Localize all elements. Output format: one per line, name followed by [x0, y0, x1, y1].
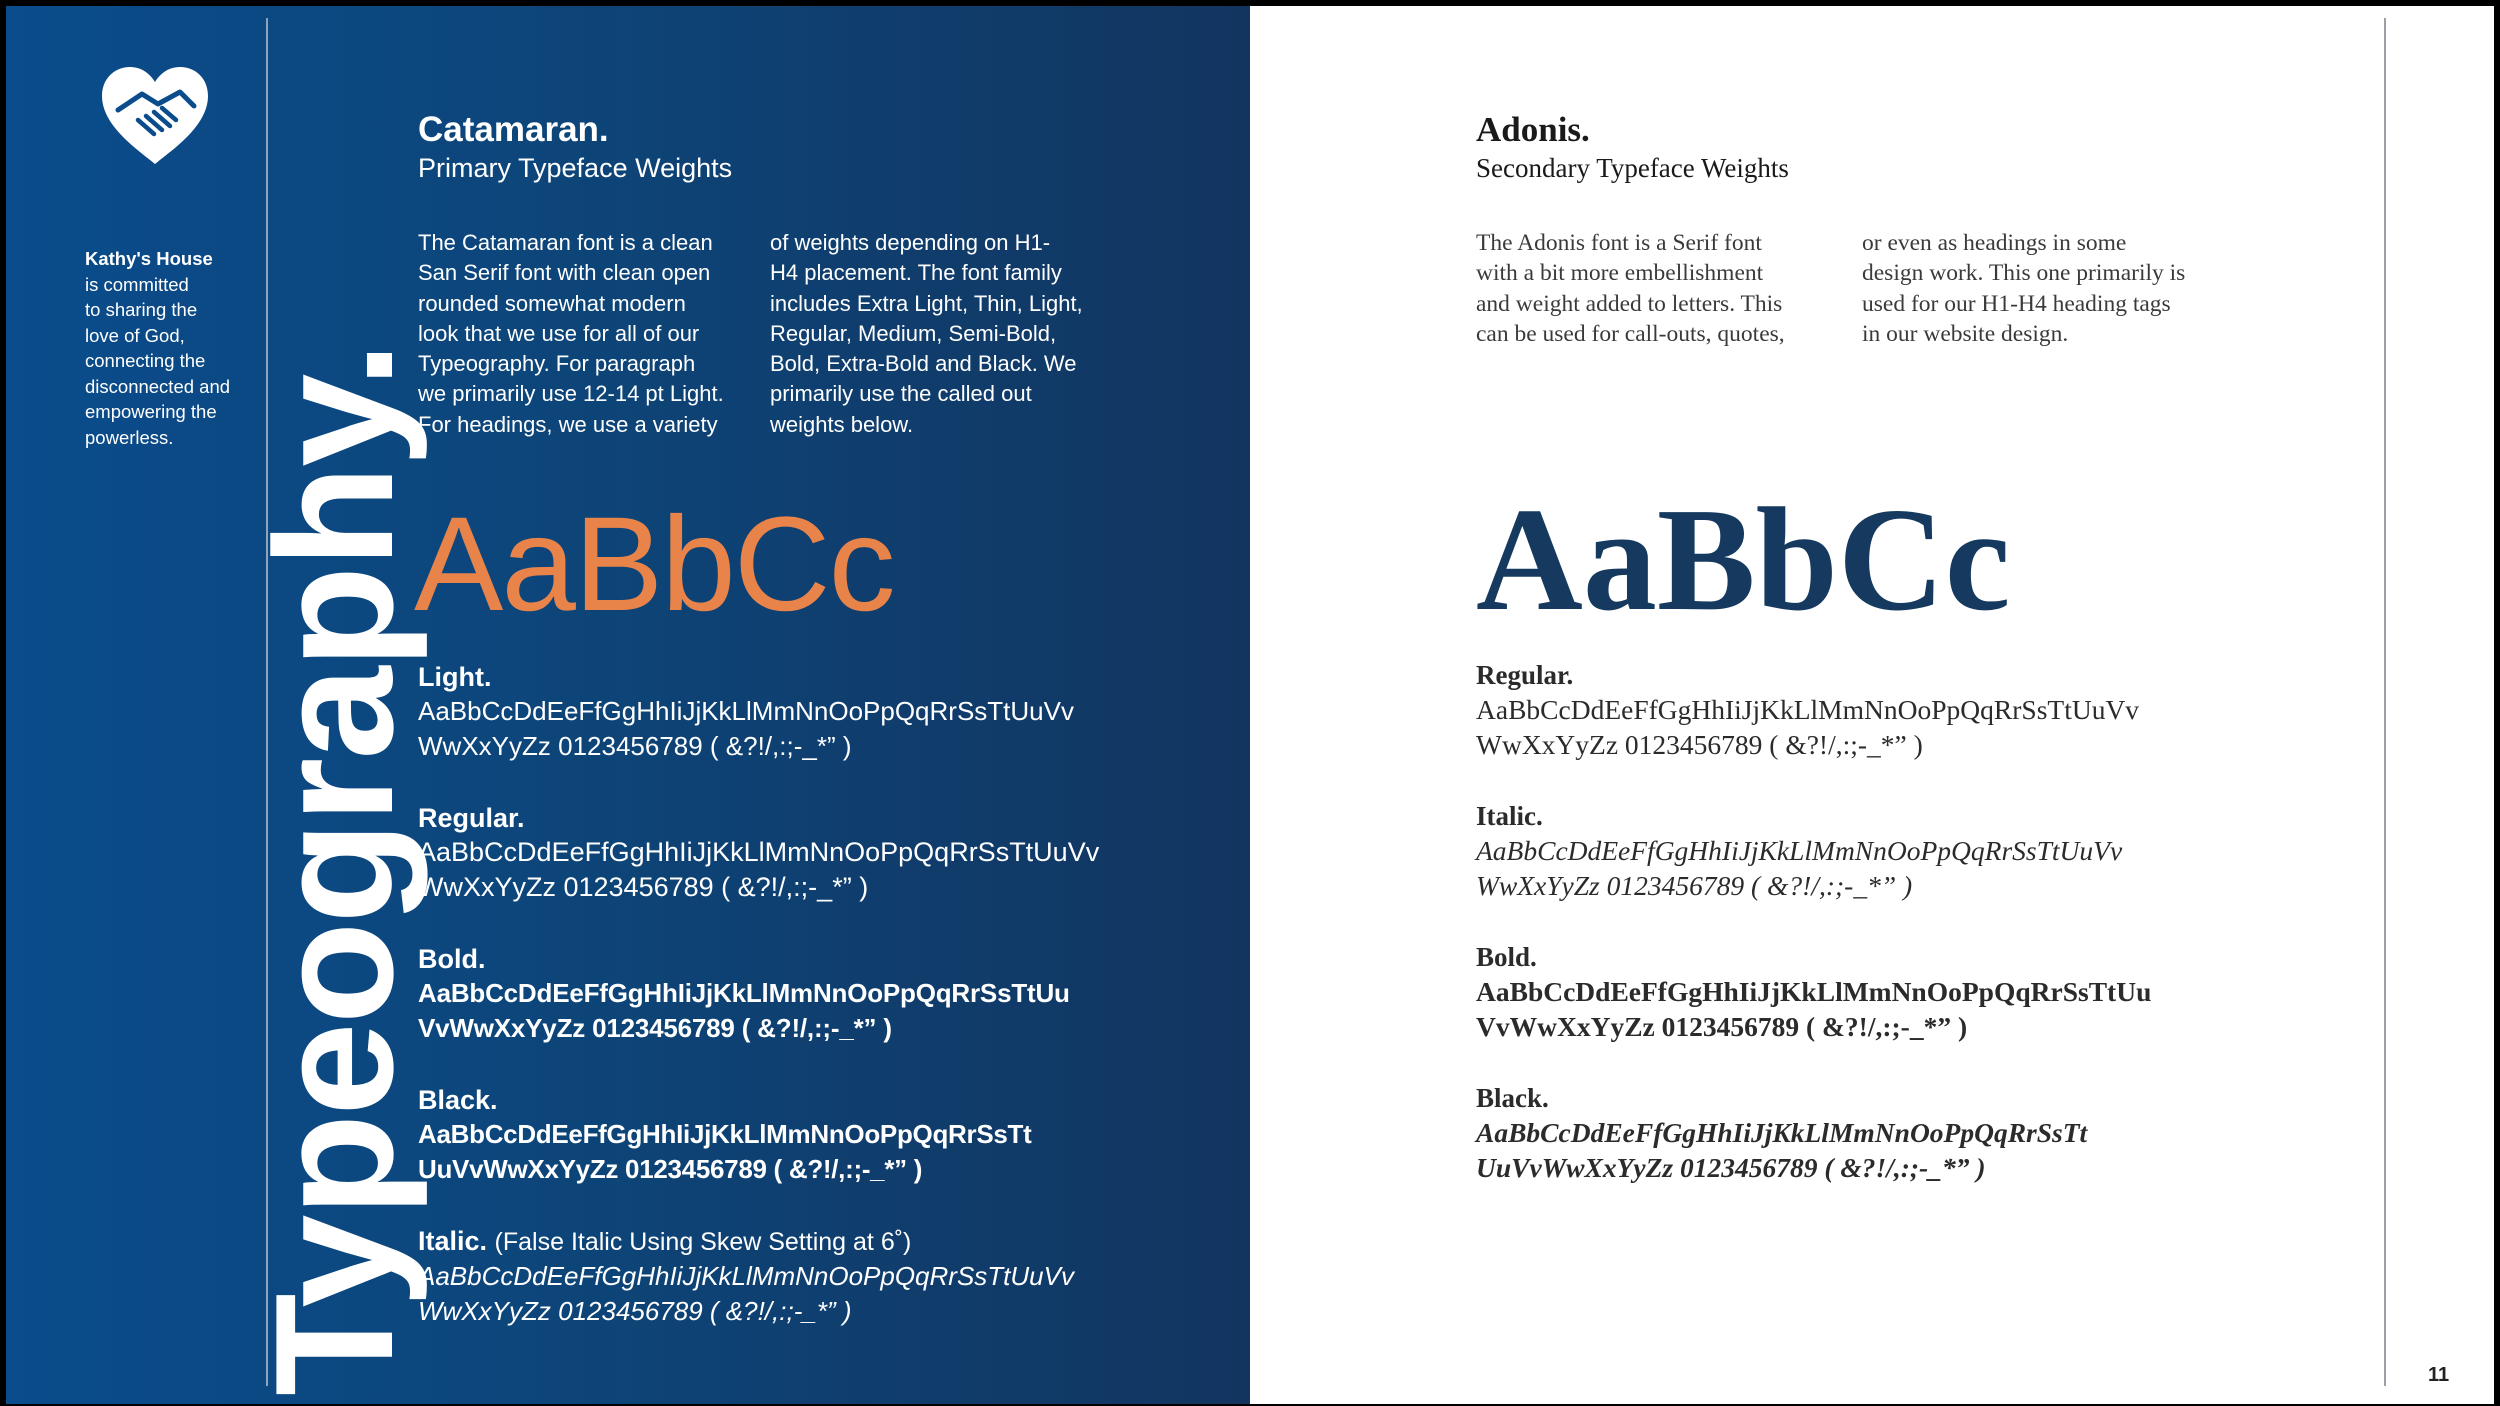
body-line: Bold, Extra-Bold and Black. We	[770, 351, 1077, 377]
primary-weight-italic	[418, 1224, 1238, 1329]
primary-weight-black	[418, 1083, 1238, 1187]
secondary-sample-glyphs: AaBbCc	[1476, 478, 2011, 642]
body-line: The Adonis font is a Serif font	[1476, 230, 1762, 256]
weight-sample-line: WwXxYyZz 0123456789 ( &?!/,:;-_*” )	[1476, 729, 1923, 760]
weight-label: Bold.	[418, 944, 486, 974]
primary-weight-light	[418, 660, 1238, 764]
secondary-weight-bold	[1476, 940, 2296, 1044]
primary-description-col2	[770, 228, 1130, 440]
brand-guide-page	[6, 6, 2494, 1404]
heart-handshake-icon	[98, 64, 212, 168]
body-line: For headings, we use a variety	[418, 411, 718, 437]
mission-line: to sharing the	[85, 299, 198, 320]
body-line: weights below.	[770, 411, 914, 437]
weight-label: Black.	[1476, 1083, 1549, 1113]
primary-typeface-panel	[6, 6, 1250, 1404]
weight-sample-line: UuVvWwXxYyZz 0123456789 ( &?!/,:;-_*” )	[418, 1154, 923, 1184]
weight-sample-line: AaBbCcDdEeFfGgHhIiJjKkLlMmNnOoPpQqRrSsTt	[418, 1119, 1032, 1149]
body-line: can be used for call-outs, quotes,	[1476, 320, 1785, 347]
secondary-weight-regular	[1476, 658, 2296, 762]
body-line: The Catamaran font is a clean	[418, 230, 713, 255]
body-line: primarily use the called out	[770, 381, 1032, 407]
body-line: and weight added to letters. This	[1476, 290, 1783, 317]
weight-sample-line: WwXxYyZz 0123456789 ( &?!/,:;-_*” )	[418, 1296, 852, 1326]
weight-sample-line: AaBbCcDdEeFfGgHhIiJjKkLlMmNnOoPpQqRrSsTtUuVv	[418, 837, 1100, 867]
secondary-weight-black	[1476, 1081, 2296, 1185]
body-line: includes Extra Light, Thin, Light,	[770, 290, 1083, 316]
body-line: or even as headings in some	[1862, 230, 2127, 256]
body-line: San Serif font with clean open	[418, 260, 711, 286]
mission-line: love of God,	[85, 324, 185, 346]
secondary-font-subtitle: Secondary Typeface Weights	[1476, 153, 1789, 183]
body-line: Typeography. For paragraph	[418, 351, 696, 377]
body-line: with a bit more embellishment	[1476, 260, 1764, 287]
weight-sample-line: AaBbCcDdEeFfGgHhIiJjKkLlMmNnOoPpQqRrSsTtUuVv	[1476, 835, 2123, 866]
weight-sample-line: VvWwXxYyZz 0123456789 ( &?!/,:;-_*” )	[418, 1013, 892, 1043]
weight-label: Regular.	[1476, 660, 1574, 690]
weight-label: Regular.	[418, 803, 525, 833]
weight-label: Light.	[418, 662, 492, 692]
secondary-description-col1	[1476, 228, 1856, 349]
weight-label: Italic.	[1476, 801, 1543, 831]
weight-sample-line: WwXxYyZz 0123456789 ( &?!/,:;-_*” )	[418, 872, 869, 902]
mission-line: empowering the	[85, 401, 217, 422]
body-line: design work. This one primarily is	[1862, 260, 2186, 287]
secondary-font-name: Adonis.	[1476, 110, 1590, 149]
body-line: we primarily use 12-14 pt Light.	[418, 381, 724, 407]
body-line: of weights depending on H1-	[770, 230, 1051, 255]
weight-label: Italic.	[418, 1226, 488, 1256]
vertical-page-title: Typeography.	[240, 343, 428, 1396]
secondary-weight-italic	[1476, 799, 2296, 903]
primary-font-subtitle: Primary Typeface Weights	[418, 153, 733, 183]
mission-line: powerless.	[85, 426, 174, 448]
body-line: rounded somewhat modern	[418, 290, 686, 316]
body-line: in our website design.	[1862, 320, 2069, 347]
mission-line: is committed	[85, 273, 189, 295]
body-line: Regular, Medium, Semi-Bold,	[770, 320, 1057, 346]
primary-font-name: Catamaran.	[418, 110, 609, 149]
primary-description-col1	[418, 228, 748, 440]
mission-org-name: Kathy's House	[85, 248, 213, 269]
primary-weight-regular	[418, 801, 1238, 905]
weight-sample-line: AaBbCcDdEeFfGgHhIiJjKkLlMmNnOoPpQqRrSsTtUuVv	[418, 696, 1074, 726]
weight-note: (False Italic Using Skew Setting at 6˚)	[494, 1228, 912, 1256]
weight-sample-line: WwXxYyZz 0123456789 ( &?!/,:;-_*” )	[418, 731, 852, 761]
body-line: H4 placement. The font family	[770, 260, 1062, 286]
primary-sample-glyphs: AaBbCc	[414, 490, 894, 639]
weight-sample-line: AaBbCcDdEeFfGgHhIiJjKkLlMmNnOoPpQqRrSsTtUuVv	[418, 1261, 1074, 1291]
mission-statement	[85, 246, 255, 450]
mission-line: connecting the	[85, 350, 206, 371]
weight-sample-line: WwXxYyZz 0123456789 ( &?!/,:;-_*” )	[1476, 870, 1913, 901]
body-line: look that we use for all of our	[418, 320, 700, 346]
mission-line: disconnected and	[85, 375, 231, 397]
primary-weight-bold	[418, 942, 1238, 1046]
body-line: used for our H1-H4 heading tags	[1862, 290, 2171, 317]
weight-label: Black.	[418, 1085, 498, 1115]
weight-sample-line: AaBbCcDdEeFfGgHhIiJjKkLlMmNnOoPpQqRrSsTtUu	[418, 978, 1070, 1008]
secondary-description-col2	[1862, 228, 2262, 349]
weight-sample-line: UuVvWwXxYyZz 0123456789 ( &?!/,:;-_*” )	[1476, 1152, 1986, 1183]
weight-label-row	[418, 1224, 1238, 1259]
weight-sample-line: AaBbCcDdEeFfGgHhIiJjKkLlMmNnOoPpQqRrSsTt	[1476, 1117, 2088, 1148]
right-edge-divider	[2384, 18, 2386, 1386]
weight-label: Bold.	[1476, 942, 1537, 972]
weight-sample-line: AaBbCcDdEeFfGgHhIiJjKkLlMmNnOoPpQqRrSsTtUuVv	[1476, 694, 2140, 725]
page-number: 11	[2428, 1364, 2450, 1386]
weight-sample-line: VvWwXxYyZz 0123456789 ( &?!/,:;-_*” )	[1476, 1011, 1968, 1042]
weight-sample-line: AaBbCcDdEeFfGgHhIiJjKkLlMmNnOoPpQqRrSsTtUu	[1476, 976, 2152, 1007]
